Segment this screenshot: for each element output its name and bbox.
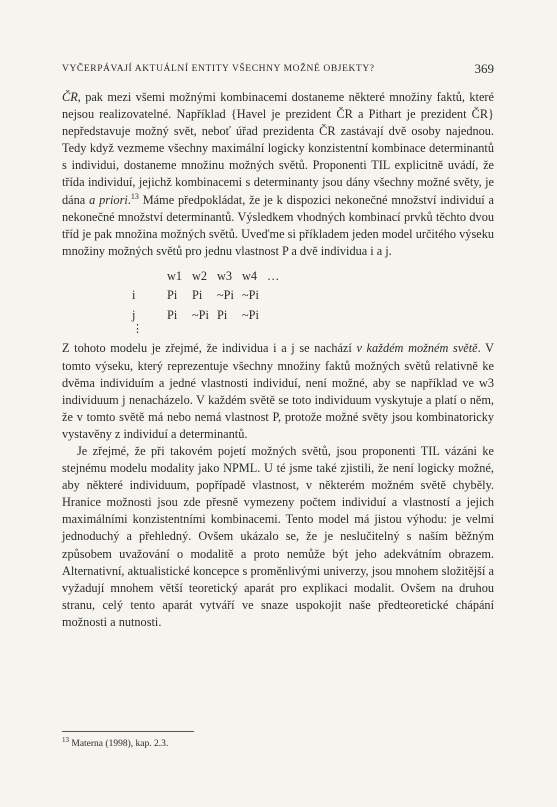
footnote-mark: 13 [62,735,69,744]
paragraph-2-text: Z tohoto modelu je zřejmé, že individua i a j se nachází [62,341,357,356]
matrix-header-row [62,267,494,287]
matrix-cell: Pi [167,288,178,303]
matrix-cell: ~Pi [242,288,259,303]
footnote-divider [62,731,194,732]
page-number: 369 [474,61,494,76]
paragraph-1-text: , pak mezi všemi možnými kombinacemi dostaneme některé množiny faktů, které nejsou realizovatelné. Například {Havel je prezident ČR a Pithart je prezident ČR} nepředstavuje možný svět, neboť úřad prezidenta ČR zastávají dvě osoby najednou. Tedy když vezmeme všechny maximální logicky konzistentní kombinace determinantů s individui, dostaneme množinu možných světů. Proponenti TIL explicitně uvádí, že třída individuí, jejichž kombinacemi s determinanty jsou dány všechny možné světy, je dána [62,90,494,207]
matrix-header-cell: w2 [192,268,208,283]
emphasis-phrase: v každém možném světě [356,341,478,356]
matrix-header-cell: w4 [242,268,258,283]
matrix-row-j [62,306,494,326]
matrix-header-cell: w1 [167,268,183,283]
body-text [62,89,494,631]
matrix-cell: ~Pi [217,288,234,303]
matrix-header-ellipsis: … [267,268,280,283]
matrix-cell: Pi [192,288,203,303]
paragraph-1-period: . [127,192,131,207]
matrix-cell: ~Pi [192,307,209,322]
matrix-header-cell: w3 [217,268,233,283]
paragraph-3: Je zřejmé, že při takovém pojetí možných světů, jsou proponenti TIL vázáni ke stejnému modelu modality jako NPML. U té jsme také zjistili, že není logicky možné, aby některé individuum, popřípadě vlastnost, v některém možném světě chyběly. Hranice možnosti jsou zde přesně vymezeny počtem individuí a vlastností a jejich maximálními konzistentními kombinacemi. Tento model má jistou výhodu: je velmi jednoduchý a přehledný. Ovšem ukázalo se, že je neslučitelný s naším běžným způsobem uvažování o modalitě a proto nemůže být jeho adekvátním obrazem. Alternativní, aktualistické koncepce s proměnlivými univerzy, jsou mnohem složitější a vyžadují mnohem větší teoretický aparát pro explikaci modalit. Ovšem na druhou stranu, celý tento aparát vytváří ve snaze uspokojit naše předteoretické chápání možnosti a nutnosti. [62,444,494,629]
footnote-text: Materna (1998), kap. 2.3. [69,739,169,749]
matrix-row-label: i [132,288,136,303]
matrix-cell: ~Pi [242,307,259,322]
a-priori-phrase: a priori [89,192,128,207]
paragraph-1-text-2: Máme předpokládat, že je k dispozici nekonečné množství individuí a nekonečné množství determinantů. Výsledkem vhodných kombinací prvků těchto dvou tříd je pak množina možných světů. Uveďme si příkladem jeden model určitého výseku množiny možných světů pro jednu vlastnost P a dvě individua i a j. [62,192,494,258]
possible-worlds-matrix [62,267,494,334]
matrix-cell: Pi [167,307,178,322]
vertical-ellipsis: ⋮ [132,323,143,336]
matrix-cell: Pi [217,307,228,322]
paragraph-1 [62,89,494,260]
matrix-row-label: j [132,307,136,322]
paragraph-2-text-2: . V tomto výseku, který reprezentuje všechny množiny faktů možných světů relativně ke dvěma individuím a jedné vlastnosti individuí, není možné, aby se například ve w3 individuum j nenacházelo. V každém světě se toto individuum vyskytuje a platí o něm, že v tomto světě má nebo nemá vlastnost P, protože možné světy jsou kombinatoricky vystavěny z individuí a determinantů. [62,341,495,441]
paragraph-1-lead: ČR [62,90,78,104]
footnote-reference: 13 [130,191,139,201]
running-head: VYČERPÁVAJÍ AKTUÁLNÍ ENTITY VŠECHNY MOŽNÉ OBJEKTY? [62,64,375,74]
matrix-vdots-row [62,323,494,336]
matrix-row-i [62,286,494,306]
paragraph-2 [62,340,494,443]
footnote [62,735,492,749]
